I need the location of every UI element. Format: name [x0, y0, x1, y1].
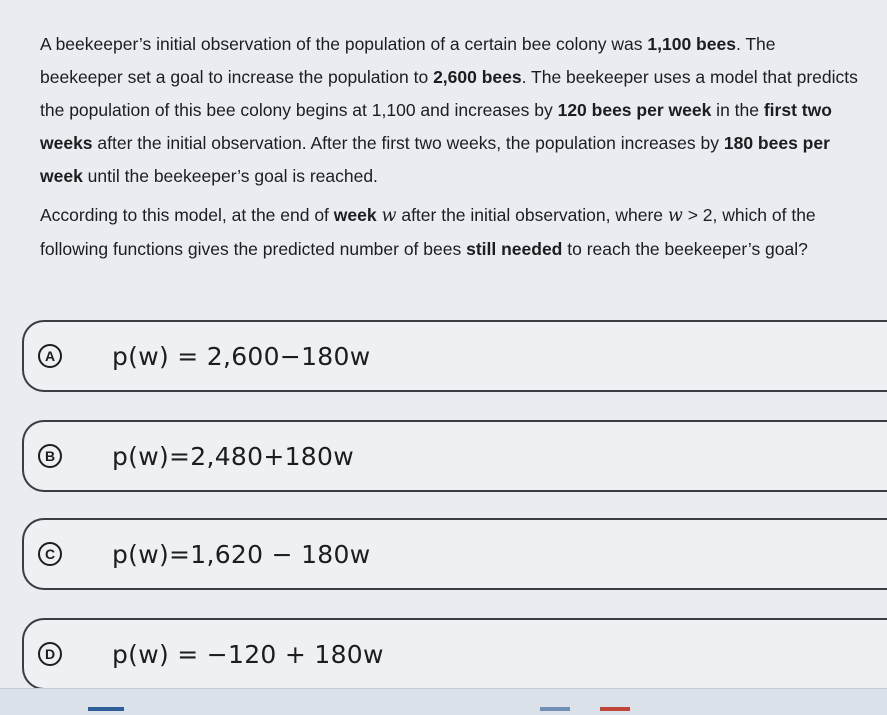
taskbar-app-indicator[interactable]	[88, 707, 124, 711]
text-segment: According to this model, at the end of	[40, 205, 334, 225]
text-segment: to reach the beekeeper’s goal?	[562, 239, 808, 259]
text-segment: after the initial observation, where	[396, 205, 668, 225]
taskbar-app-indicator[interactable]	[600, 707, 630, 711]
math-variable: w	[381, 206, 397, 226]
bold-segment: 2,600 bees	[433, 67, 522, 87]
option-letter-a: A	[38, 344, 62, 368]
text-segment: A beekeeper’s initial observation of the population of a certain bee colony was	[40, 34, 648, 54]
answer-option-b[interactable]	[22, 420, 887, 492]
bold-segment: week	[333, 205, 377, 225]
option-letter-c: C	[38, 542, 62, 566]
option-text-c: p(w)=1,620 − 180w	[112, 539, 371, 569]
taskbar	[0, 688, 887, 715]
question-paragraph-2	[40, 199, 860, 266]
bold-segment: 120 bees per week	[557, 100, 712, 120]
answer-option-c[interactable]	[22, 518, 887, 590]
text-segment: . The beekeeper set a goal to increase the population to	[40, 34, 776, 87]
bold-segment: 1,100 bees	[647, 34, 736, 54]
option-letter-b: B	[38, 444, 62, 468]
option-text-b: p(w)=2,480+180w	[112, 441, 354, 471]
text-segment: , which of the following functions gives the predicted number of bees	[40, 205, 816, 259]
taskbar-app-indicator[interactable]	[540, 707, 570, 711]
text-segment: . The beekeeper uses a model that predicts the population of this bee colony begins at 1,100 and increases by	[40, 67, 858, 120]
math-condition: > 2	[682, 205, 713, 225]
answer-option-a[interactable]	[22, 320, 887, 392]
text-segment: in the	[711, 100, 764, 120]
answer-option-d[interactable]	[22, 618, 887, 690]
option-text-a: p(w) = 2,600−180w	[112, 341, 371, 371]
bold-segment: still needed	[466, 239, 563, 259]
question-text	[40, 28, 860, 266]
option-text-d: p(w) = −120 + 180w	[112, 639, 384, 669]
text-segment: after the initial observation. After the first two weeks, the population increases by	[92, 133, 724, 153]
bold-segment: first two weeks	[40, 100, 832, 153]
question-paragraph-1	[40, 28, 860, 193]
math-variable: w	[667, 206, 683, 226]
text-segment: until the beekeeper’s goal is reached.	[82, 166, 378, 186]
bold-segment: 180 bees per week	[40, 133, 830, 186]
option-letter-d: D	[38, 642, 62, 666]
